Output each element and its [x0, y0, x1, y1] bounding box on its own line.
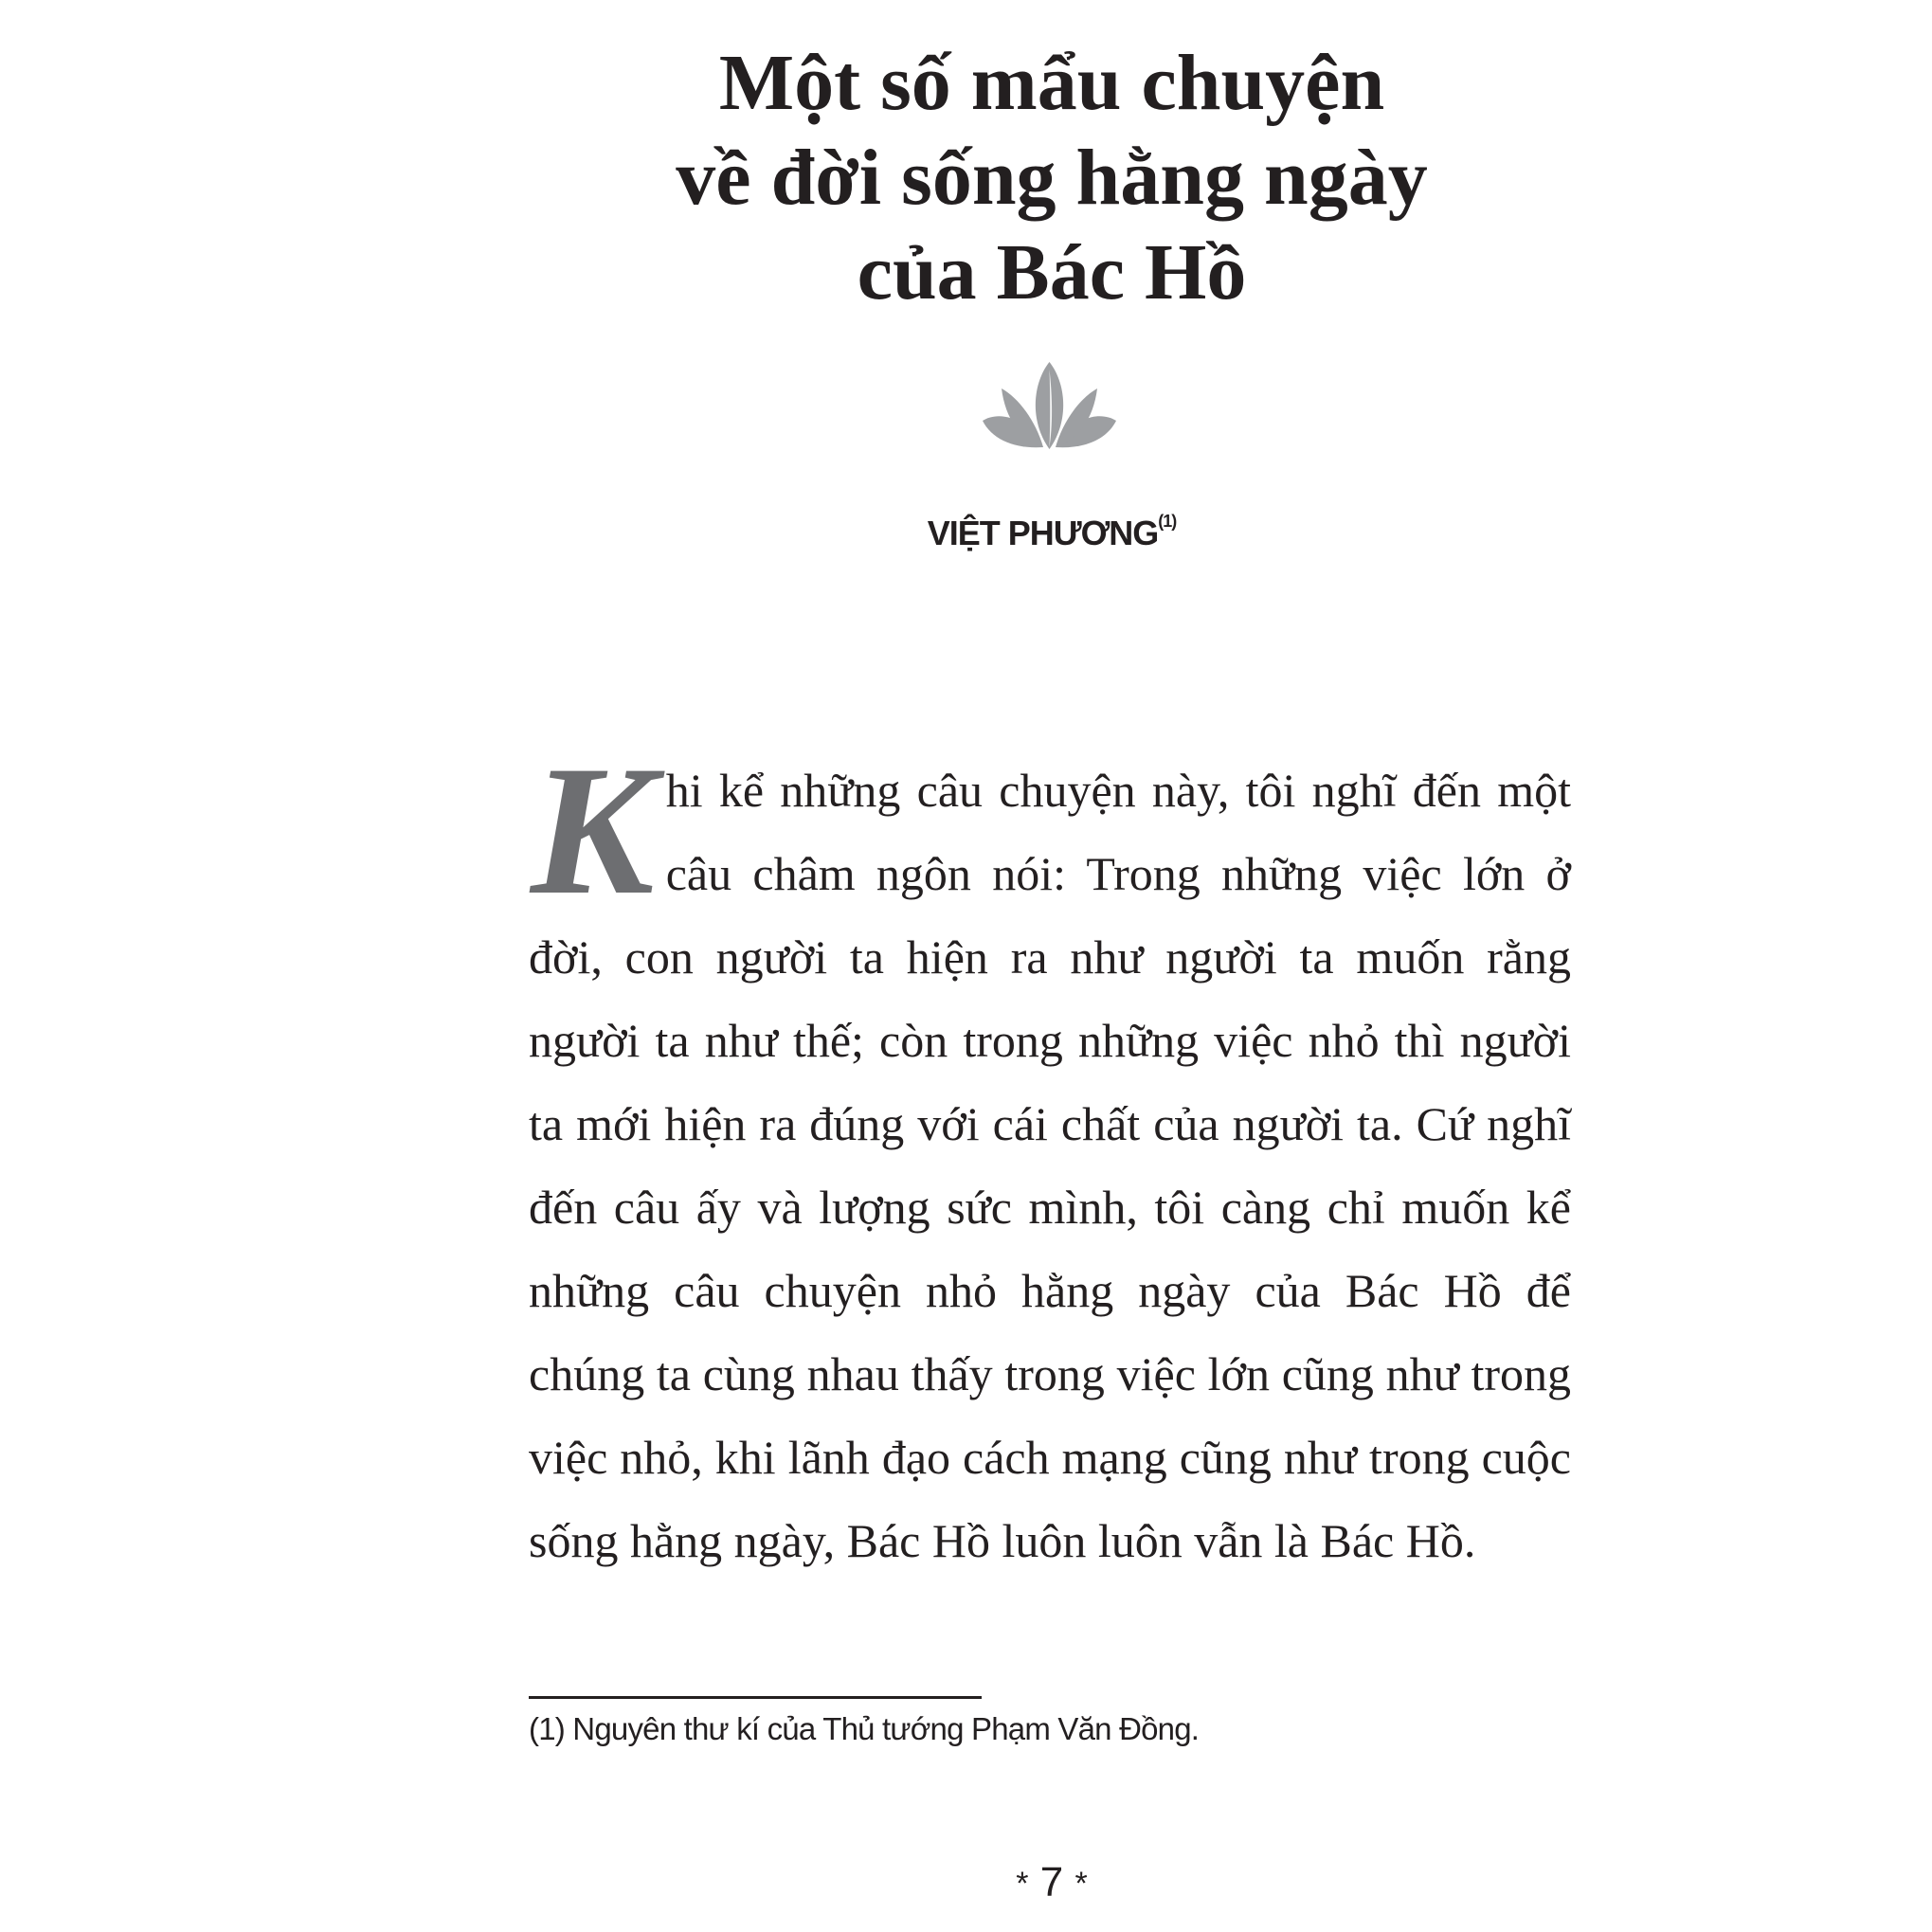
title-line-3: của Bác Hồ	[857, 228, 1247, 316]
page-number	[910, 1859, 1194, 1906]
title-line-2: về đời sống hằng ngày	[676, 134, 1428, 222]
body-paragraph	[529, 728, 1571, 1582]
footnote: (1) Nguyên thư kí của Thủ tướng Phạm Văn Đồng.	[529, 1711, 1200, 1746]
page-number-value: 7	[1039, 1859, 1064, 1905]
body-paragraph-text: hi kể những câu chuyện này, tôi nghĩ đến một câu châm ngôn nói: Trong những việc lớn ở đời, con người ta hiện ra như người ta muốn rằng người ta như thế; còn trong những việc nhỏ thì người ta mới hiện ra đúng với cái chất của người ta. Cứ nghĩ đến câu ấy và lượng sức mình, tôi càng chỉ muốn kể những câu chuyện nhỏ hằng ngày của Bác Hồ để chúng ta cùng nhau thấy trong việc lớn cũng như trong việc nhỏ, khi lãnh đạo cách mạng cũng như trong cuộc sống hằng ngày, Bác Hồ luôn luôn vẫn là Bác Hồ.	[529, 764, 1571, 1567]
page-number-right-star: *	[1074, 1866, 1088, 1902]
page-title	[531, 36, 1573, 320]
title-line-1: Một số mẩu chuyện	[718, 39, 1385, 127]
drop-cap: K	[531, 728, 655, 933]
footnote-reference: (1)	[1158, 512, 1177, 531]
footnote-divider	[529, 1696, 982, 1699]
page-number-left-star: *	[1016, 1866, 1029, 1902]
lotus-icon	[981, 360, 1118, 453]
author-name-text: VIỆT PHƯƠNG	[927, 514, 1159, 552]
author-name	[531, 514, 1573, 553]
